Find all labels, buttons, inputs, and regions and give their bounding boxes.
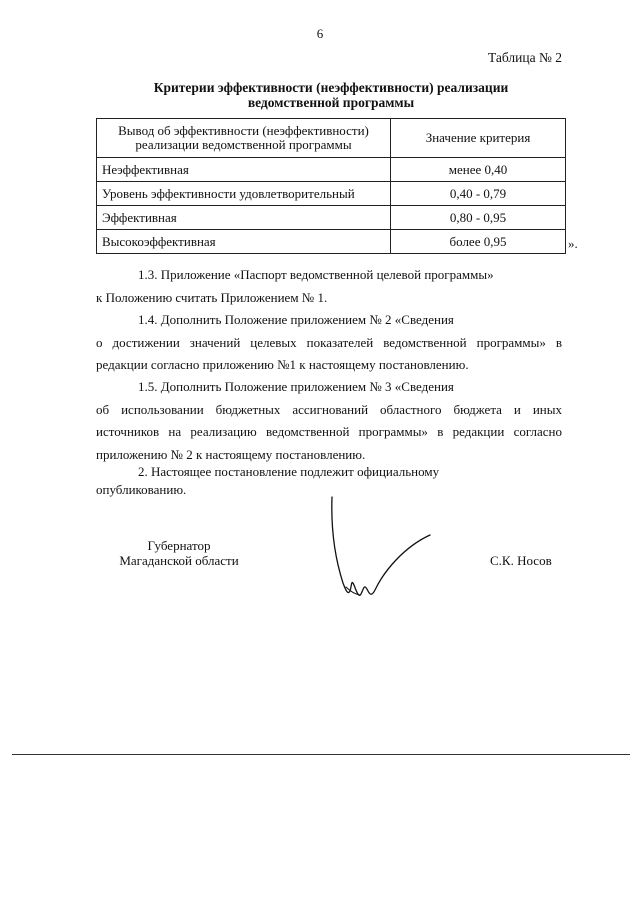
paragraph-2 (96, 463, 562, 499)
paragraph-1-3-line-2: к Положению считать Приложением № 1. (96, 289, 328, 305)
handwritten-signature (318, 495, 448, 610)
table-label: Таблица № 2 (488, 50, 562, 65)
cell-conclusion: Эффективная (97, 206, 391, 230)
paragraph-1-3 (96, 264, 562, 309)
page-number: 6 (316, 26, 324, 41)
cell-conclusion: Уровень эффективности удовлетворительный (97, 182, 391, 206)
header-value: Значение критерия (391, 119, 566, 158)
header-conclusion-line-2: реализации ведомственной программы (135, 137, 352, 152)
cell-value: менее 0,40 (391, 158, 566, 182)
paragraph-1-3-line-1: 1.3. Приложение «Паспорт ведомственной целевой программы» (138, 267, 494, 282)
cell-conclusion: Неэффективная (97, 158, 391, 182)
paragraph-1-5-rest: об использовании бюджетных ассигнований областного бюджета и иных источников на реализацию ведомственной программы» в редакции согласно приложению № 2 к настоящему постановлению. (96, 401, 562, 462)
paragraph-1-5 (96, 376, 562, 466)
header-conclusion-line-1: Вывод об эффективности (неэффективности) (118, 123, 369, 138)
paragraph-2-line-2: опубликованию. (96, 482, 187, 497)
paragraph-1-5-line-1: 1.5. Дополнить Положение приложением № 3 «Сведения (138, 379, 454, 394)
paragraph-1-4-rest: о достижении значений целевых показателей ведомственной программы» в редакции согласно приложению №1 к настоящему постановлению. (96, 334, 562, 372)
cell-value: 0,80 - 0,95 (391, 206, 566, 230)
table-title-line-1: Критерии эффективности (неэффективности) реализации (153, 80, 509, 95)
table-title-line-2: ведомственной программы (247, 95, 415, 110)
table-row (97, 230, 566, 254)
table-row (97, 182, 566, 206)
paragraph-1-4 (96, 309, 562, 377)
signatory-name: С.К. Носов (490, 553, 552, 568)
footer-divider (12, 754, 630, 755)
table-row (97, 206, 566, 230)
cell-conclusion: Высокоэффективная (97, 230, 391, 254)
paragraph-2-line-1: 2. Настоящее постановление подлежит официальному (138, 464, 440, 479)
criteria-table (96, 118, 566, 254)
table-row (97, 158, 566, 182)
table-title (96, 80, 566, 110)
cell-value: более 0,95 (391, 230, 566, 254)
signatory-position-line-1: Губернатор (147, 538, 211, 553)
signatory-position-line-2: Магаданской области (119, 553, 239, 568)
closing-quote: ». (568, 236, 578, 251)
table-header-row (97, 119, 566, 158)
cell-value: 0,40 - 0,79 (391, 182, 566, 206)
signatory-position (104, 538, 254, 568)
paragraph-1-4-line-1: 1.4. Дополнить Положение приложением № 2 «Сведения (138, 312, 454, 327)
header-conclusion (97, 119, 391, 158)
